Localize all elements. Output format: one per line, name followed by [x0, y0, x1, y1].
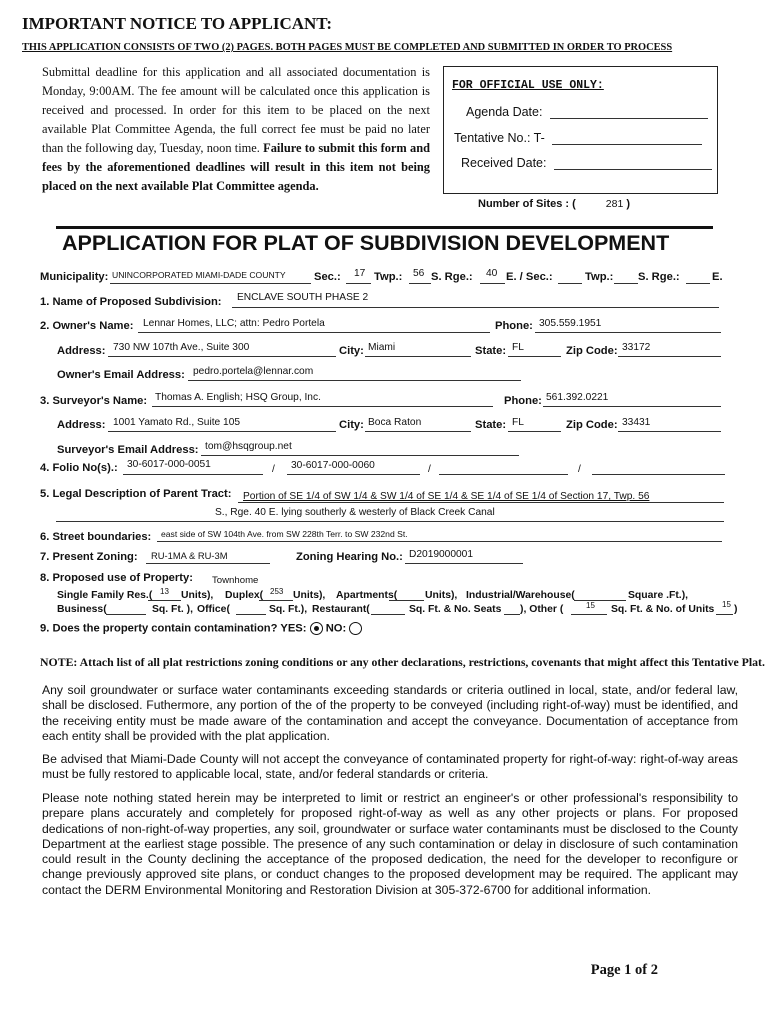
industrial-label: Industrial/Warehouse(: [466, 590, 575, 601]
duplex-value[interactable]: 253: [270, 587, 284, 596]
sites-value[interactable]: 281: [605, 198, 624, 210]
owner-state-label: State:: [475, 345, 507, 357]
owner-zip-underline: [618, 356, 721, 357]
restaurant-sqft-seats: Sq. Ft. & No. Seats: [409, 604, 502, 615]
contamination-question: [40, 622, 362, 635]
surveyor-phone-value[interactable]: 561.392.0221: [546, 392, 609, 403]
twp-value[interactable]: 56: [413, 268, 425, 279]
twp2-label: Twp.:: [585, 271, 614, 283]
other-underline: [571, 614, 607, 615]
intro-paragraph: [42, 63, 430, 196]
owner-name-underline: [138, 332, 490, 333]
page-title: APPLICATION FOR PLAT OF SUBDIVISION DEVELOPMENT: [62, 231, 670, 255]
intro-bold-text: Failure to submit this form and fees by the aforementioned deadlines will result in this item not being placed on the next available Plat Committee agenda.: [42, 141, 430, 193]
page-number: Page 1 of 2: [590, 962, 658, 978]
zoning-hearing-underline: [405, 563, 523, 564]
contamination-label: 9. Does the property contain contamination?: [40, 622, 278, 635]
single-family-value[interactable]: 13: [160, 587, 169, 596]
duplex-underline: [259, 600, 293, 601]
agenda-date-label: Agenda Date:: [466, 105, 543, 119]
duplex-units: Units),: [293, 590, 326, 601]
subdivision-name-label: 1. Name of Proposed Subdivision:: [40, 296, 222, 308]
owner-phone-value[interactable]: 305.559.1951: [539, 318, 602, 329]
street-boundaries-label: 6. Street boundaries:: [40, 531, 152, 543]
rge2-underline: [686, 283, 710, 284]
office-underline: [236, 614, 266, 615]
legal-description-label: 5. Legal Description of Parent Tract:: [40, 488, 232, 500]
zoning-hearing-value[interactable]: D2019000001: [409, 549, 474, 560]
other-close: ): [734, 604, 738, 615]
surveyor-state-label: State:: [475, 419, 507, 431]
municipality-value[interactable]: UNINCORPORATED MIAMI-DADE COUNTY: [112, 270, 286, 280]
legal-description-line-1[interactable]: Portion of SE 1/4 of SW 1/4 & SW 1/4 of SE 1/4 & SE 1/4 of SE 1/4 of Section 17, Twp. 56: [243, 491, 650, 502]
agenda-date-field[interactable]: [550, 106, 708, 119]
business-label: Business(: [57, 604, 107, 615]
contamination-no-radio[interactable]: [349, 622, 362, 635]
paragraph-responsibility: Please note nothing stated herein may be interpreted to limit or restrict an engineer's or other professional's responsibility to prepare plans accurately and completely for proposed right-of-way as well as any other projects or plans. For proposed dedications of non-right-of-way properties, any soil, groundwater or surface water contaminants must be disclosed to the County Department at the earliest stage possible. The presence of any such contamination or delay in disclosure of such contamination could result in the County declining the acceptance of the proposed dedication, the need for the developer to reconfigure or change previously approved site plans, or conduct changes to the proposed development may be required. The applicant may contact the DERM Environmental Monitoring and Restoration Division at 305-372-6700 for additional information.: [42, 791, 738, 897]
intro-text: Submittal deadline for this application and all associated documentation is Monday, 9:00AM. The fee amount will be calculated once this application is received and processed. In order for this item to be placed on the next available Plat Committee Agenda, the full correct fee must be paid no later than the following day, Tuesday, noon time.: [42, 65, 430, 155]
seats-underline: [504, 614, 520, 615]
owner-address-underline: [108, 356, 336, 357]
official-title: FOR OFFICIAL USE ONLY:: [452, 79, 604, 92]
sec-value[interactable]: 17: [354, 268, 366, 279]
folio-2-value[interactable]: 30-6017-000-0060: [291, 460, 375, 471]
municipality-underline: [110, 283, 311, 284]
other-value[interactable]: 15: [586, 601, 595, 610]
apartments-label: Apartments(: [336, 590, 398, 601]
single-family-units: Units),: [181, 590, 214, 601]
owner-zip-value[interactable]: 33172: [622, 342, 651, 353]
owner-state-value[interactable]: FL: [512, 342, 524, 353]
owner-name-value[interactable]: Lennar Homes, LLC; attn: Pedro Portela: [143, 318, 325, 329]
zoning-hearing-label: Zoning Hearing No.:: [296, 551, 403, 563]
official-use-box: [443, 66, 718, 194]
owner-address-value[interactable]: 730 NW 107th Ave., Suite 300: [113, 342, 250, 353]
surveyor-city-value[interactable]: Boca Raton: [368, 417, 422, 428]
owner-zip-label: Zip Code:: [566, 345, 618, 357]
surveyor-city-label: City:: [339, 419, 364, 431]
duplex-label: Duplex(: [225, 590, 264, 601]
surveyor-name-underline: [152, 406, 493, 407]
subdivision-name-value[interactable]: ENCLAVE SOUTH PHASE 2: [237, 292, 369, 303]
single-family-underline: [148, 600, 181, 601]
surveyor-city-underline: [365, 431, 471, 432]
notice-title: IMPORTANT NOTICE TO APPLICANT:: [22, 14, 333, 33]
owner-city-value[interactable]: Miami: [368, 342, 396, 353]
office-label: Office(: [197, 604, 230, 615]
surveyor-email-label: Surveyor's Email Address:: [57, 444, 199, 456]
title-rule: [56, 226, 713, 229]
surveyor-state-value[interactable]: FL: [512, 417, 524, 428]
yes-label: YES:: [280, 622, 307, 635]
subdivision-name-underline: [232, 307, 719, 308]
folio-4-underline: [592, 474, 725, 475]
owner-name-label: 2. Owner's Name:: [40, 320, 134, 332]
other-units-underline: [716, 614, 733, 615]
surveyor-zip-underline: [618, 431, 721, 432]
municipality-label: Municipality:: [40, 271, 109, 283]
restaurant-label: Restaurant(: [312, 604, 370, 615]
legal-description-underline-1: [238, 502, 724, 503]
folio-1-value[interactable]: 30-6017-000-0051: [127, 459, 211, 470]
owner-city-label: City:: [339, 345, 364, 357]
folio-slash-3: /: [578, 464, 581, 475]
received-date-row: [461, 156, 712, 170]
s-rge2-label: S. Rge.:: [638, 271, 680, 283]
surveyor-address-value[interactable]: 1001 Yamato Rd., Suite 105: [113, 417, 241, 428]
business-sqft: Sq. Ft. ),: [152, 604, 193, 615]
surveyor-address-underline: [108, 431, 336, 432]
proposed-use-label: 8. Proposed use of Property:: [40, 572, 193, 584]
owner-city-underline: [365, 356, 471, 357]
single-family-label: Single Family Res.(: [57, 590, 153, 601]
surveyor-email-value[interactable]: tom@hsqgroup.net: [205, 441, 292, 452]
number-of-sites: [478, 198, 630, 210]
e-label: E.: [712, 271, 723, 283]
owner-email-underline: [188, 380, 521, 381]
apartments-units: Units),: [425, 590, 458, 601]
restaurant-underline: [371, 614, 405, 615]
folio-slash-2: /: [428, 464, 431, 475]
twp-label: Twp.:: [374, 271, 403, 283]
legal-description-line-2[interactable]: S., Rge. 40 E. lying southerly & westerly of Black Creek Canal: [215, 507, 495, 518]
proposed-use-value[interactable]: Townhome: [212, 575, 259, 586]
other-units-value[interactable]: 15: [722, 600, 731, 609]
office-sqft: Sq. Ft.),: [269, 604, 308, 615]
industrial-underline: [574, 600, 626, 601]
s-rge-label: S. Rge.:: [431, 271, 473, 283]
surveyor-name-label: 3. Surveyor's Name:: [40, 395, 148, 407]
twp2-underline: [614, 283, 638, 284]
tentative-no-field[interactable]: [552, 132, 702, 145]
street-boundaries-value[interactable]: east side of SW 104th Ave. from SW 228th Terr. to SW 232nd St.: [161, 529, 408, 539]
owner-state-underline: [508, 356, 561, 357]
surveyor-address-label: Address:: [57, 419, 106, 431]
street-boundaries-underline: [157, 541, 722, 542]
rge-value[interactable]: 40: [486, 268, 498, 279]
notice-subtitle: THIS APPLICATION CONSISTS OF TWO (2) PAGES. BOTH PAGES MUST BE COMPLETED AND SUBMITTED IN ORDER TO PROCESS: [22, 42, 673, 53]
folio-3-underline: [439, 474, 568, 475]
received-date-field[interactable]: [554, 157, 712, 170]
apartments-underline: [389, 600, 424, 601]
sites-close: ): [626, 198, 631, 210]
surveyor-phone-underline: [543, 406, 721, 407]
other-sqft-units: Sq. Ft. & No. of Units: [611, 604, 715, 615]
surveyor-phone-label: Phone:: [504, 395, 542, 407]
surveyor-state-underline: [508, 431, 561, 432]
e-sec-label: E. / Sec.:: [506, 271, 553, 283]
folio-1-underline: [123, 474, 263, 475]
industrial-sqft: Square .Ft.),: [628, 590, 689, 601]
sec-label: Sec.:: [314, 271, 341, 283]
owner-email-value[interactable]: pedro.portela@lennar.com: [193, 366, 314, 377]
present-zoning-label: 7. Present Zoning:: [40, 551, 138, 563]
tentative-no-row: [454, 131, 702, 145]
surveyor-zip-label: Zip Code:: [566, 419, 618, 431]
other-label: ), Other (: [520, 604, 564, 615]
surveyor-name-value[interactable]: Thomas A. English; HSQ Group, Inc.: [155, 392, 321, 403]
no-label: NO:: [325, 622, 347, 635]
present-zoning-value[interactable]: RU-1MA & RU-3M: [151, 550, 228, 561]
owner-address-label: Address:: [57, 345, 106, 357]
owner-email-label: Owner's Email Address:: [57, 369, 185, 381]
rge-underline: [480, 283, 505, 284]
sites-label: Number of Sites : (: [478, 198, 576, 210]
tentative-no-label: Tentative No.: T-: [454, 131, 545, 145]
paragraph-right-of-way: Be advised that Miami-Dade County will not accept the conveyance of contaminated property for right-of-way: right-of-way areas must be fully restored to applicable local, state, and/or federal standards or criteria.: [42, 752, 738, 782]
legal-description-underline-2: [56, 521, 724, 522]
owner-phone-underline: [535, 332, 721, 333]
sec2-underline: [558, 283, 582, 284]
folio-slash-1: /: [272, 464, 275, 475]
paragraph-disclosure: Any soil groundwater or surface water contaminants exceeding standards or criteria outlined in local, state, and/or federal law, shall be disclosed. Futhermore, any portion of the of the property to be conveyed (including right-of-way) must be identified, and the receiving entity must be made aware of the contamination and accept the conveyance. Documentation of acceptance from each entity shall be provided with the plat application.: [42, 683, 738, 743]
plat-restrictions-note: NOTE: Attach list of all plat restrictions zoning conditions or any other declarations, restrictions, covenants that might affect this Tentative Plat.: [40, 655, 765, 669]
surveyor-zip-value[interactable]: 33431: [622, 417, 651, 428]
sec-underline: [346, 283, 371, 284]
present-zoning-underline: [146, 563, 270, 564]
folio-2-underline: [287, 474, 420, 475]
received-date-label: Received Date:: [461, 156, 547, 170]
business-underline: [106, 614, 146, 615]
folio-label: 4. Folio No(s).:: [40, 462, 118, 474]
agenda-date-row: [466, 105, 708, 119]
twp-underline: [409, 283, 431, 284]
owner-phone-label: Phone:: [495, 320, 533, 332]
contamination-yes-radio[interactable]: [310, 622, 323, 635]
surveyor-email-underline: [201, 455, 519, 456]
